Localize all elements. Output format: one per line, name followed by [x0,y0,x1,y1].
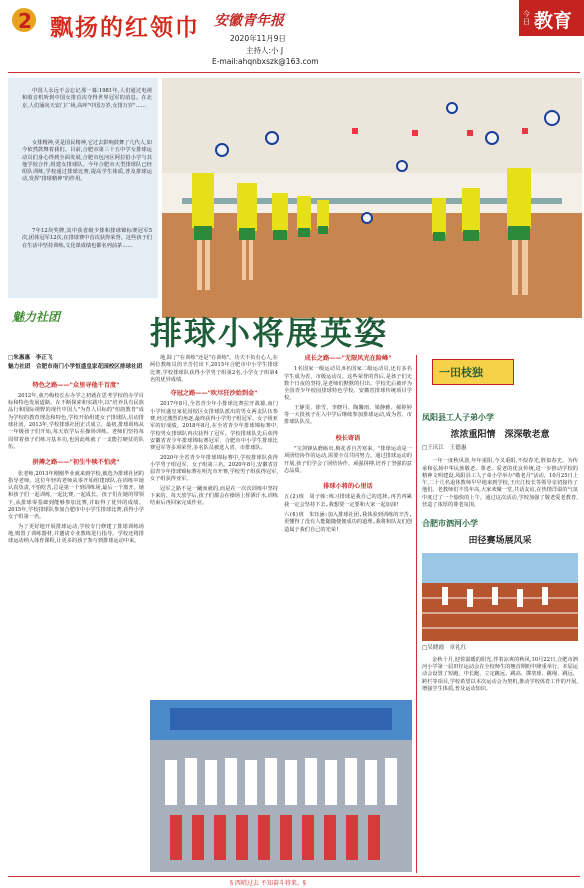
masthead-rule [8,72,580,73]
body-sub3: 2017年8月,全省青少年小排球比赛拉开战幕,南门小学恒盛皇家花园校区女排球队派出的男女两支队伍参赛,经过激烈的角逐,最终获得小学男子组冠军、女子组亚军的好成绩。2018年8月,在全省青少年排球锦标赛中,学校男女排球队再次获得了冠军。学校排球队先后获得安徽省青少年排球锦标赛冠军、合肥市中小学生排球比赛冠军等多项荣誉,多名队员被选入省、市排球队。 [150,401,278,452]
subhead-3: 夺冠之路——"吹尽狂沙始到金" [170,390,258,398]
body-sub3b: 2020年全省青少年排球锦标赛中,学校排球队获得小学男子组冠军、女子组第三名。2020年8月,安徽省首届青少年排球锦标赛在明光市开赛,学校男子组获得冠军,女子组获得亚军。 [150,454,278,483]
right-tag: 一田枝独 [439,366,483,379]
body-col3-2: 王静雯、徐雪、李晓丹、陶馨雨、梁静雅、郝婷婷等一大批孩子在入中学后继续参加排球运动,成为省、市排球队队员。 [284,404,412,426]
photo-track-svg [422,553,578,641]
column-2 [150,355,278,508]
photo-team [150,700,412,872]
footer-motto: § 西哨过去 不知奋斗将来。§ [230,880,306,887]
body-col3-3: "宝剑锋从磨砺出,梅花香自苦寒来。"排球运动是一项团结协作的运动,需要全员共同努力。通过排球运动的开展,孩子们学会了团结协作、顽强拼搏,培养了坚强的意志品质。 [284,445,412,474]
story2-title: 田径赛场展风采 [468,536,532,547]
right-column-rule [416,355,417,873]
byline-2: 魅力社团 合肥市南门小学恒盛皇家花园校区排球社团 [8,364,143,371]
subhead-col3-1: 成长之路——"无限风光在险峰" [304,355,392,362]
intro-box [8,78,158,298]
column-3 [284,355,412,534]
footer-rule [8,876,580,877]
headline: 排球小将展英姿 [150,314,389,352]
story2-school: 合肥市泗河小学 [422,519,478,529]
tag-ribbon [8,305,68,327]
quote-2: 六(6)班 朱钰涵:加入排球社团,我体验到训练的辛苦,更懂得了没有人能随随便便成功的道理,我将和队友们创造属于我们自己的光荣! [284,512,412,533]
section-logo-small: 今日 [523,10,530,26]
photo-players [162,78,582,318]
body-sub2b: 为了更好地开展排球运动,学校专门修建了排球训练场地,购置了训练器材,并邀请专业教练进行指导。学校还将排球运动纳入体育课程,让更多的孩子参与到排球运动中来。 [8,523,144,545]
photo-track [422,553,578,641]
section-logo-big: 教育 [534,10,573,32]
intro-paragraph-1: 中国人永远不会忘记那一幕:1981年,人们通过电视和收音机听到中国女排首次夺得世界冠军的消息。在北京,人们涌向天安门广场,高呼"中国万岁,女排万岁"…… [22,88,152,109]
body-sub3c: 冠军之路不是一蹴而就的,而是在一次次训练中坚持下来的。每天放学后,孩子们都会在操场上挥洒汗水,训练结束后再回家完成作业。 [150,485,278,507]
paper-name: 安徽青年报 [214,13,284,29]
section-logo [519,0,584,36]
masthead [0,0,584,70]
subhead-col3-2: 校长寄语 [335,434,361,442]
story1-byline: □王庆江 王德惠 [422,445,467,451]
story1-school: 凤阳县工人子弟小学 [422,413,494,422]
subhead-2: 拼搏之路——"初生牛犊不怕虎" [32,459,120,467]
email: E-mail:ahqnbxszk@163.com [212,57,319,66]
page-number: 2 [18,9,32,33]
editor: 主持人:小 J [246,46,284,55]
subhead-col3-3: 排球小将的心里话 [323,483,373,491]
photo-players-svg [162,78,582,318]
intro-paragraph-2: 女排精神,更是国民精神,它过去影响鼓舞了几代人,如今依然鼓舞着我们。目前,合肥市第三十五中学女排球运动员们身心得到全面发展,合肥市包河区阿拉伯小学与其他学校合作,组建女排球队。今年合肥市大型排球队已经组队训练,学校通过排球比赛,提高学生体质,普及排球运动,发挥"排球精神"的作用。 [22,140,152,183]
subhead-1: 特色之路——"众里寻他千百度" [32,381,120,389]
column-title: 飘扬的红领巾 [50,15,200,41]
story1-body: 一年一度秋风劲,年年重阳,今又重阳,不似春光,胜似春光。为传承和弘扬中华民族敬老、尊老、爱老的优良传统,进一步推动学校的精神文明建设,凤阳县工人子弟小学举办"敬老月"活动。10月25日上午,二十几名退休教师早早地来到学校,王庆江校长等领导亲切接待了他们。老教师们不畏年高,大家欢聚一堂,共话友谊,在热情洋溢的气氛中度过了一个愉快的上午。通过这次活动,学校加强了敬老爱老教育,营造了浓厚的尊老氛围。 [422,458,578,509]
body-sub1: 2012年,童乃梅校长在办学之初就在思考学校的办学目标和特色发展道路。在不断探索和实践中,以"培养具有民族品行和国际视野的现代中国人"为育人目标的"恒韵教育"成为学校的教育理念和特色,学校开始组建女子排球队,启动排球社团。2013年,学校排球社团正式成立。最初,排球训练从一年级孩子们开始,每天放学后在操场训练。老师们坚持每周带着孩子们练习基本功,也因此练就了一支能打硬仗的队伍。 [8,392,144,450]
body-sub2: 张老师,2013年刚刚毕业就来到学校,被选为排球社团的指导老师。这位年轻的老师从零开始组建球队,在训练中她认真负责,不怕吃苦,总是第一个到训练场,最后一个离开。她和孩子们一起训练,一起比赛,一起成长。孩子们在她的带领下,从排球零基础到能够参加比赛,并取得了优异的成绩。2015年,学校排球队参加合肥市中小学生排球比赛,获得小学女子组第一名。 [8,470,144,521]
story2-body: 金秋十月,迎着温暖的阳光,伴着凉爽的秋风,10月22日,合肥市泗河小学第一届田径运动会在全校师生的翘首期盼中隆重举行。本届运动会设置了短跑、中长跑、立定跳远、跳高、掷垒球、跳绳、跳远、跨栏等项目,学校希望以本次运动会为契机,推动学校体育工作的开展,增强学生体质,普及运动知识。 [422,656,578,692]
issue-date: 2020年11月9日 [230,34,286,43]
byline-1: □朱惠惠 李正飞 [8,355,53,361]
right-column [422,366,578,693]
body-col3-1: 1名国家一级运动员,6名国家二级运动员,还有多名学生成为省、市级运动员。这些荣誉的背后,是孩子们无数个日夜的坚持,是老师们默默的付出。学校先后被评为全国青少年校园排球特色学校、安徽省排球传统项目学校。 [284,366,412,402]
story2-byline: □吴晓霞 章礼红 [422,645,467,652]
column-1 [8,355,144,546]
story1-title: 浓浓重阳情 深深敬老意 [450,430,550,440]
section-tag: 魅力社团 [12,310,61,324]
photo-team-svg [150,700,412,872]
intro-paragraph-3: 7年12块奖牌,其中获省级少排和排球锦标赛冠军5次,团体冠军12次,在排球赛中首次获得荣誉。这些孩子们在生活中坚持训练,文化课成绩也都名列前茅…… [22,228,152,249]
right-tag-box [432,359,514,385]
body-mid1: 地,除了"在训练"还是"在训练"。功夫不负有心人,在两位教练员的辛苦付出下,2015年合肥市中小学生排球比赛,学校排球队获得小学男子组第2名,小学女子组第4名的优异成绩。 [150,355,278,383]
quote-1: 五(2)班 周子韩:练习排球是我自己的选择,再苦再累我一定会坚持下去,我想要一定要和大家一起加油! [284,494,412,508]
